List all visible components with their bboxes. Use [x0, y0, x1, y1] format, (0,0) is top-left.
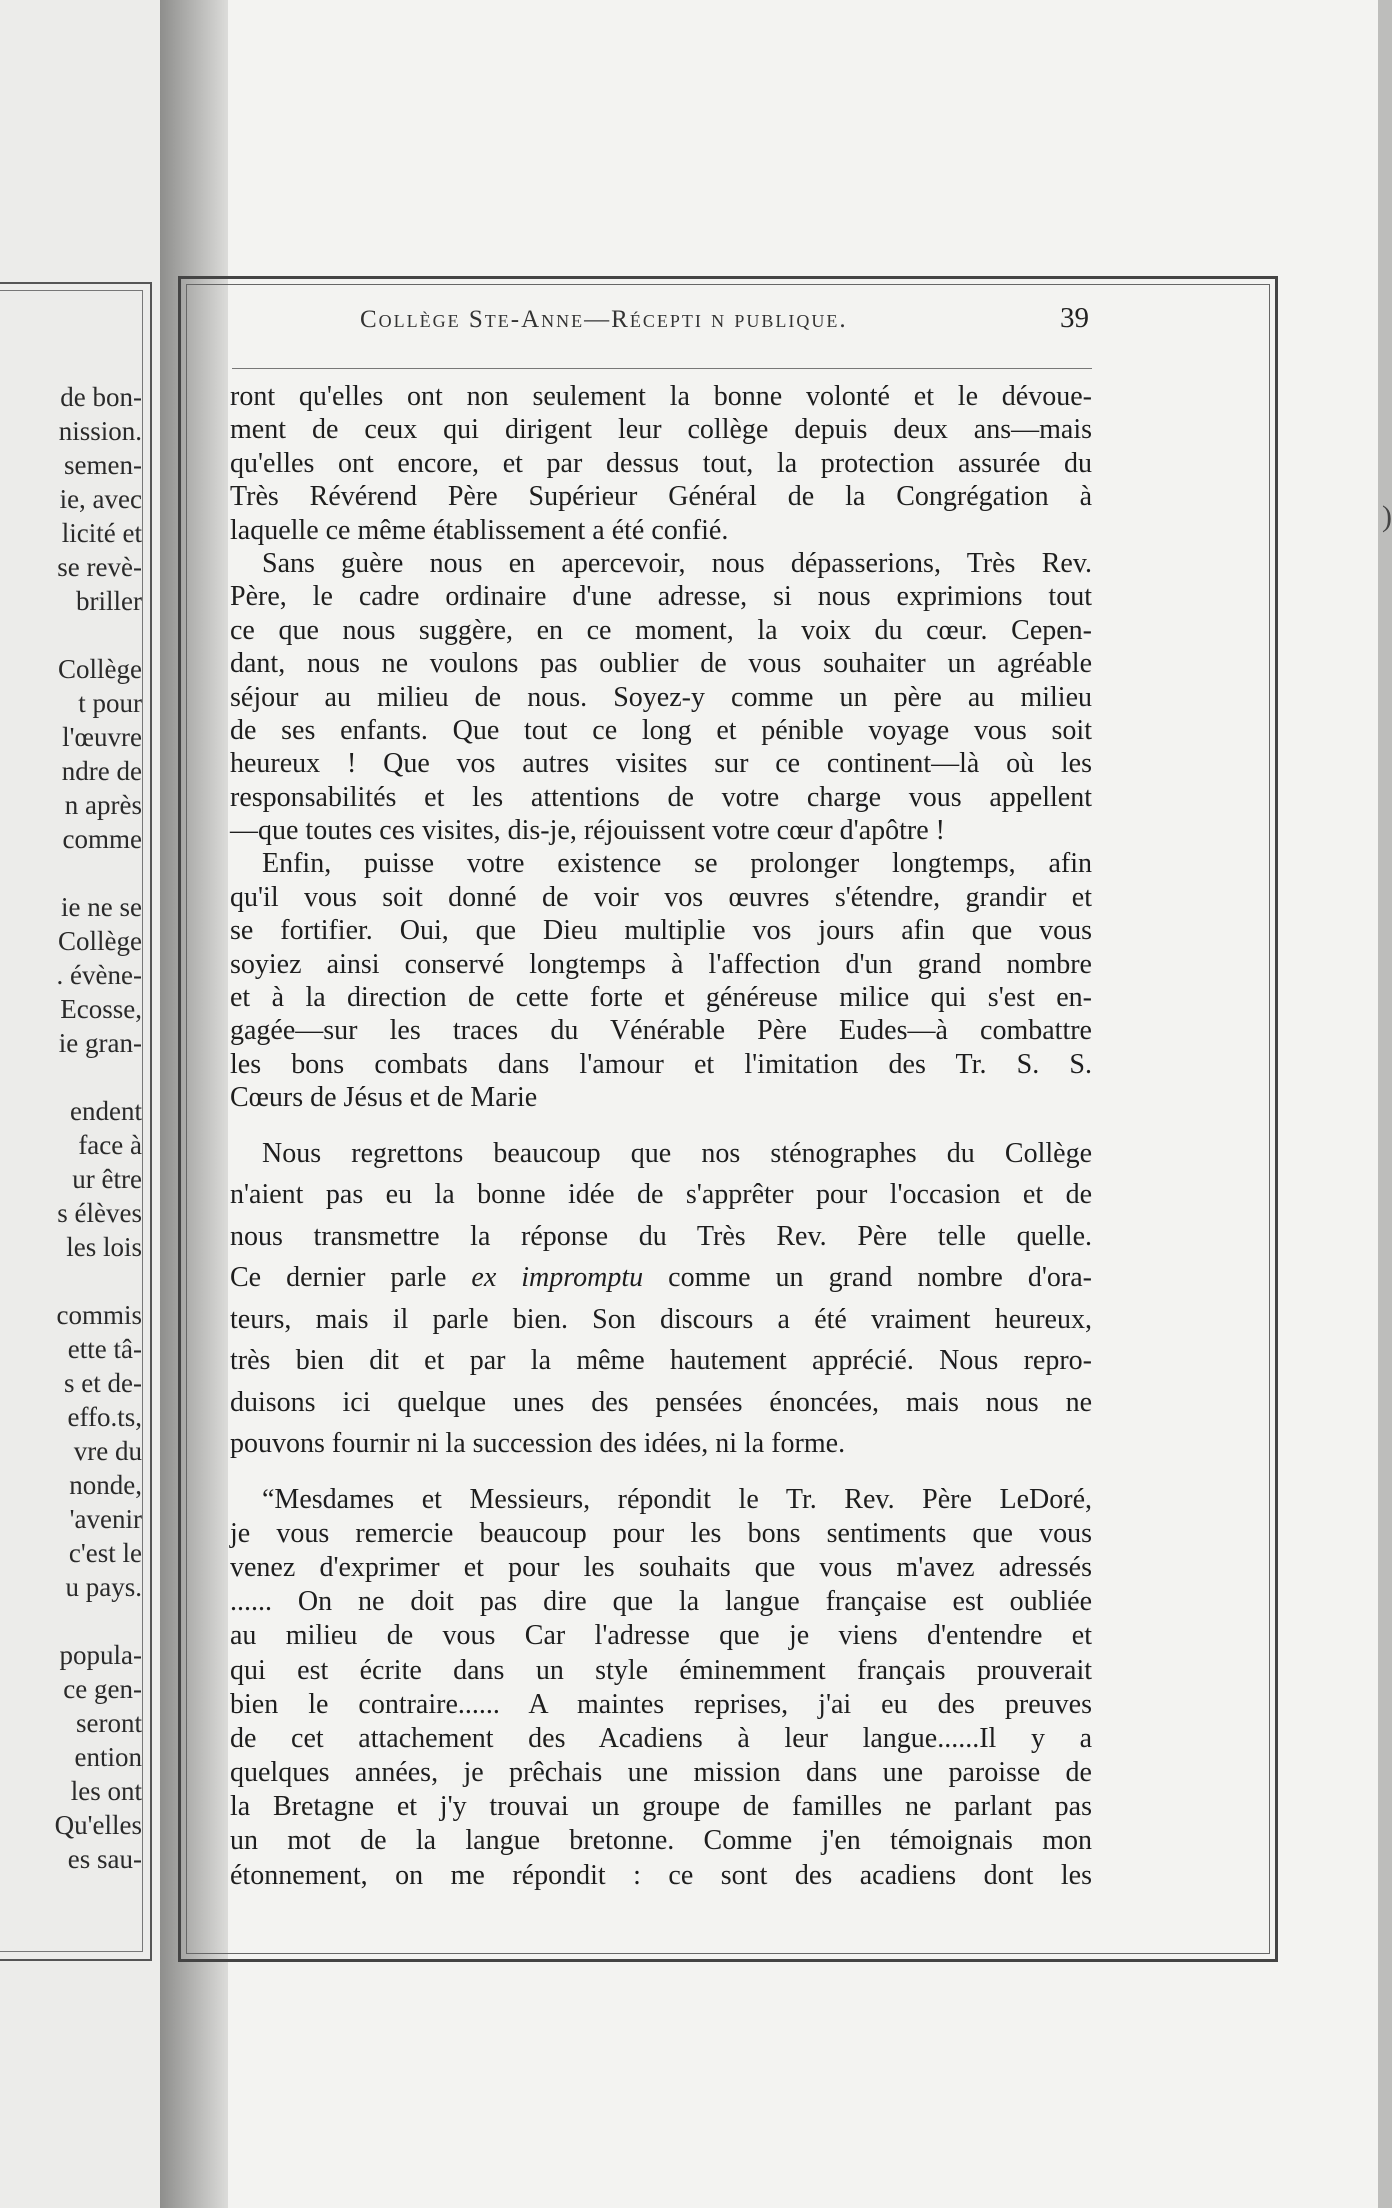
previous-page-line: briller	[76, 586, 142, 616]
text-line: laquelle ce même établissement a été confié.	[230, 514, 729, 546]
previous-page-line: es sau-	[67, 1844, 142, 1874]
page-number: 39	[1060, 302, 1089, 334]
text-line-with-italic	[230, 1257, 1092, 1299]
previous-page-line: effo.ts,	[67, 1402, 142, 1432]
text-line: Très Révérend Père Supérieur Général de la Congrégation à	[230, 481, 1092, 513]
text-line: ce que nous suggère, en ce moment, la voix du cœur. Cepen-	[230, 614, 1092, 646]
line-gap	[0, 856, 142, 890]
text-line: qu'il vous soit donné de voir vos œuvres s'étendre, grandir et	[230, 881, 1092, 913]
text-line: qui est écrite dans un style éminemment français prouverait	[230, 1654, 1092, 1686]
text-line: gagée—sur les traces du Vénérable Père Eudes—à combattre	[230, 1015, 1092, 1047]
paragraph-stenographers	[230, 1133, 1092, 1465]
previous-page-line: Collège	[58, 654, 142, 684]
text-line: heureux ! Que vos autres visites sur ce continent—là où les	[230, 748, 1092, 780]
text-line: Cœurs de Jésus et de Marie	[230, 1082, 538, 1114]
text-line: Enfin, puisse votre existence se prolonger longtemps, afin	[262, 848, 1092, 880]
previous-page-line: Ecosse,	[60, 994, 142, 1024]
previous-page-line: ette tâ-	[67, 1334, 142, 1364]
previous-page-line: Qu'elles	[54, 1810, 142, 1840]
text-line: qu'elles ont encore, et par dessus tout, la protection assurée du	[230, 447, 1092, 479]
text-line: un mot de la langue bretonne. Comme j'en témoignais mon	[230, 1825, 1092, 1857]
text-line: ront qu'elles ont non seulement la bonne volonté et le dévoue-	[230, 381, 1092, 412]
previous-page-line: Collège	[58, 926, 142, 956]
text-line: duisons ici quelque unes des pensées énoncées, mais nous ne	[230, 1386, 1092, 1418]
text-line: se fortifier. Oui, que Dieu multiplie vos jours afin que vous	[230, 915, 1092, 947]
previous-page-line: comme	[62, 824, 142, 854]
text-line: teurs, mais il parle bien. Son discours a été vraiment heureux,	[230, 1303, 1092, 1335]
text-line: “Mesdames et Messieurs, répondit le Tr. Rev. Père LeDoré,	[262, 1483, 1092, 1515]
text-line: de cet attachement des Acadiens à leur langue......Il y a	[230, 1722, 1092, 1754]
line-gap	[0, 618, 142, 652]
text-line: n'aient pas eu la bonne idée de s'apprêter pour l'occasion et de	[230, 1179, 1092, 1211]
previous-page-line: nonde,	[69, 1470, 142, 1500]
previous-page-line: u pays.	[65, 1572, 142, 1602]
previous-page-line: licité et	[61, 518, 142, 548]
running-head: Collège Ste-Anne—Récepti n publique.	[360, 306, 848, 333]
header-rule	[232, 368, 1092, 369]
text-line: les bons combats dans l'amour et l'imitation des Tr. S. S.	[230, 1048, 1092, 1080]
text-line: Nous regrettons beaucoup que nos sténographes du Collège	[262, 1137, 1092, 1169]
text-line: nous transmettre la réponse du Très Rev. Père telle quelle.	[230, 1220, 1092, 1252]
previous-page-line: s élèves	[57, 1198, 142, 1228]
previous-page-line: 'avenir	[69, 1504, 142, 1534]
text-line: la Bretagne et j'y trouvai un groupe de familles ne parlant pas	[230, 1791, 1092, 1823]
previous-page-line: ie ne se	[61, 892, 142, 922]
previous-page-line: popula-	[59, 1640, 142, 1670]
previous-page-line: les ont	[70, 1776, 142, 1806]
text-line: —que toutes ces visites, dis-je, réjouissent votre cœur d'apôtre !	[230, 815, 945, 847]
text-line: au milieu de vous Car l'adresse que je viens d'entendre et	[230, 1620, 1092, 1652]
previous-page-line: nission.	[58, 416, 142, 446]
previous-page-fragment	[0, 0, 160, 2208]
text-line: très bien dit et par la même hautement apprécié. Nous repro-	[230, 1345, 1092, 1377]
previous-page-line: commis	[56, 1300, 142, 1330]
text-line: je vous remercie beaucoup pour les bons sentiments que vous	[230, 1517, 1092, 1549]
paragraph-address-end	[230, 380, 1092, 1115]
previous-page-line: t pour	[78, 688, 142, 718]
previous-page-line: ie, avec	[59, 484, 142, 514]
previous-page-line: l'œuvre	[62, 722, 142, 752]
previous-page-line: c'est le	[68, 1538, 142, 1568]
text-span: Ce dernier parle	[230, 1262, 472, 1294]
text-line: soyiez ainsi conservé longtemps à l'affection d'un grand nombre	[230, 948, 1092, 980]
text-line: ment de ceux qui dirigent leur collège depuis deux ans—mais	[230, 414, 1092, 446]
previous-page-line: endent	[70, 1096, 142, 1126]
previous-page-line: vre du	[73, 1436, 142, 1466]
text-line: dant, nous ne voulons pas oublier de vous souhaiter un agréable	[230, 648, 1092, 680]
previous-page-line: s et de-	[64, 1368, 142, 1398]
body-text	[230, 380, 1092, 1893]
text-line: Sans guère nous en apercevoir, nous dépasserions, Très Rev.	[262, 547, 1092, 579]
text-span: comme un grand nombre d'ora-	[643, 1262, 1092, 1294]
text-line: Père, le cadre ordinaire d'une adresse, si nous exprimions tout	[230, 581, 1092, 613]
previous-page-line: ention	[74, 1742, 142, 1772]
italic-phrase: ex impromptu	[471, 1262, 644, 1294]
paragraph-reply	[230, 1483, 1092, 1893]
next-page-edge	[1378, 0, 1392, 2208]
text-line: séjour au milieu de nous. Soyez-y comme un père au milieu	[230, 681, 1092, 713]
previous-page-line: ur être	[72, 1164, 142, 1194]
text-line: venez d'exprimer et pour les souhaits que vous m'avez adressés	[230, 1551, 1092, 1583]
line-gap	[0, 1604, 142, 1638]
text-line: responsabilités et les attentions de votre charge vous appellent	[230, 781, 1092, 813]
text-line: quelques années, je prêchais une mission dans une paroisse de	[230, 1757, 1092, 1789]
previous-page-line: ce gen-	[63, 1674, 142, 1704]
previous-page-line: . évène-	[56, 960, 142, 990]
text-line: et à la direction de cette forte et généreuse milice qui s'est en-	[230, 982, 1092, 1014]
previous-page-line: de bon-	[60, 382, 142, 412]
text-line: ...... On ne doit pas dire que la langue française est oubliée	[230, 1586, 1092, 1618]
text-line: étonnement, on me répondit : ce sont des acadiens dont les	[230, 1859, 1092, 1891]
line-gap	[0, 1060, 142, 1094]
text-line: bien le contraire...... A maintes reprises, j'ai eu des preuves	[230, 1688, 1092, 1720]
previous-page-line: les lois	[66, 1232, 142, 1262]
previous-page-line: semen-	[64, 450, 142, 480]
edge-bracket-mark: )	[1382, 500, 1392, 533]
previous-page-line: n après	[64, 790, 142, 820]
previous-page-text	[0, 380, 142, 1876]
previous-page-line: ndre de	[61, 756, 142, 786]
text-line: de ses enfants. Que tout ce long et pénible voyage vous soit	[230, 714, 1092, 746]
previous-page-line: ie gran-	[58, 1028, 142, 1058]
previous-page-line: se revè-	[57, 552, 142, 582]
line-gap	[0, 1264, 142, 1298]
text-line: pouvons fournir ni la succession des idées, ni la forme.	[230, 1428, 846, 1460]
previous-page-line: face à	[78, 1130, 142, 1160]
previous-page-line: seront	[76, 1708, 142, 1738]
